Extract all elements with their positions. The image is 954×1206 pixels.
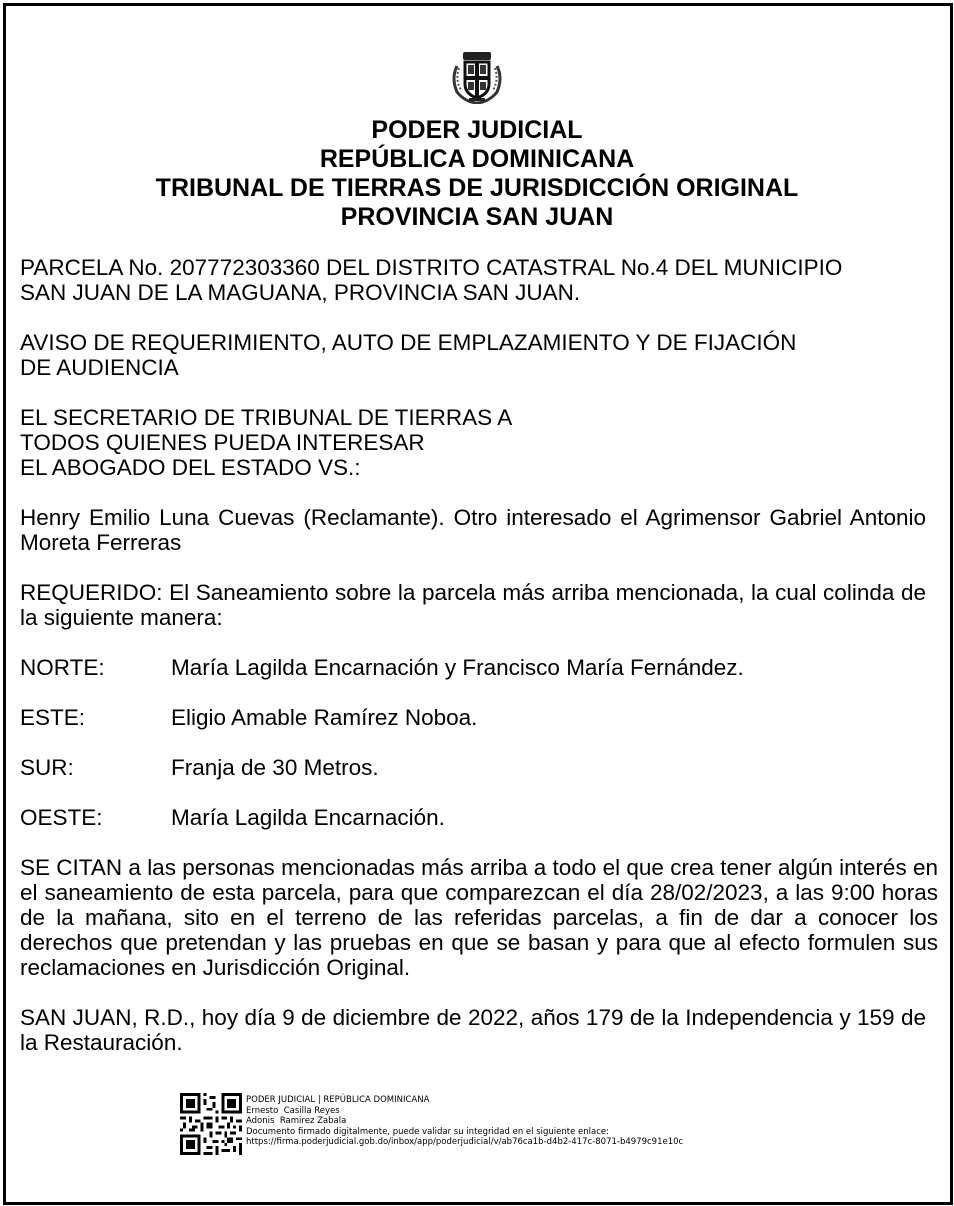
requerido-paragraph: REQUERIDO: El Saneamiento sobre la parcela más arriba mencionada, la cual colinda de la siguiente manera: bbox=[20, 580, 926, 630]
digital-signature-block bbox=[180, 1093, 740, 1163]
signature-signer-1: Ernesto Casilla Reyes bbox=[246, 1105, 340, 1116]
signature-note: Documento firmado digitalmente, puede validar su integridad en el siguiente enlace: bbox=[246, 1126, 609, 1137]
signature-signer-2: Adonis Ramirez Zabala bbox=[246, 1116, 347, 1126]
header-line-3: TRIBUNAL DE TIERRAS DE JURISDICCIÓN ORIGINAL bbox=[155, 174, 799, 202]
boundary-label: ESTE: bbox=[20, 705, 86, 730]
boundary-label: NORTE: bbox=[20, 655, 105, 680]
boundary-value: María Lagilda Encarnación y Francisco María Fernández. bbox=[171, 655, 744, 680]
secretario-line-3: EL ABOGADO DEL ESTADO VS.: bbox=[20, 455, 361, 480]
boundary-value: Eligio Amable Ramírez Noboa. bbox=[171, 705, 478, 730]
coat-of-arms-seal bbox=[449, 48, 505, 104]
signature-url[interactable]: https://firma.poderjudicial.gob.do/inbox/app/poderjudicial/v/ab76ca1b-d4b2-417c-8071-b4979c91e10c bbox=[246, 1137, 684, 1147]
header-line-4: PROVINCIA SAN JUAN bbox=[340, 203, 614, 231]
boundary-value: María Lagilda Encarnación. bbox=[171, 805, 445, 830]
boundary-norte bbox=[20, 655, 926, 680]
aviso-line-2: DE AUDIENCIA bbox=[20, 355, 179, 380]
header-line-2: REPÚBLICA DOMINICANA bbox=[319, 145, 635, 173]
parties-paragraph: Henry Emilio Luna Cuevas (Reclamante). Otro interesado el Agrimensor Gabriel Antonio Moreta Ferreras bbox=[20, 505, 926, 555]
qr-code-icon[interactable] bbox=[180, 1093, 242, 1155]
fecha-paragraph: SAN JUAN, R.D., hoy día 9 de diciembre de 2022, años 179 de la Independencia y 159 de la Restauración. bbox=[20, 1005, 926, 1055]
boundary-este bbox=[20, 705, 926, 730]
document-header bbox=[0, 116, 954, 232]
boundary-value: Franja de 30 Metros. bbox=[171, 755, 379, 780]
boundary-label: SUR: bbox=[20, 755, 74, 780]
parcela-line-1: PARCELA No. 207772303360 DEL DISTRITO CATASTRAL No.4 DEL MUNICIPIO bbox=[20, 255, 843, 280]
boundary-label: OESTE: bbox=[20, 805, 103, 830]
secretario-line-2: TODOS QUIENES PUEDA INTERESAR bbox=[20, 430, 425, 455]
citacion-paragraph: SE CITAN a las personas mencionadas más arriba a todo el que crea tener algún interés en el saneamiento de esta parcela, para que comparezcan el día 28/02/2023, a las 9:00 horas de la mañana, sito en el terreno de las referidas parcelas, a fin de dar a conocer los derechos que pretendan y las pruebas en que se basan y para que al efecto formulen sus reclamaciones en Jurisdicción Original. bbox=[20, 855, 938, 980]
signature-org: PODER JUDICIAL | REPÚBLICA DOMINICANA bbox=[246, 1095, 430, 1105]
boundary-sur bbox=[20, 755, 926, 780]
header-line-1: PODER JUDICIAL bbox=[371, 116, 583, 144]
parcela-line-2: SAN JUAN DE LA MAGUANA, PROVINCIA SAN JUAN. bbox=[20, 280, 581, 305]
aviso-line-1: AVISO DE REQUERIMIENTO, AUTO DE EMPLAZAMIENTO Y DE FIJACIÓN bbox=[20, 330, 797, 355]
document-body bbox=[20, 255, 938, 1055]
secretario-line-1: EL SECRETARIO DE TRIBUNAL DE TIERRAS A bbox=[20, 405, 513, 430]
boundary-oeste bbox=[20, 805, 926, 830]
signature-text bbox=[246, 1095, 683, 1148]
